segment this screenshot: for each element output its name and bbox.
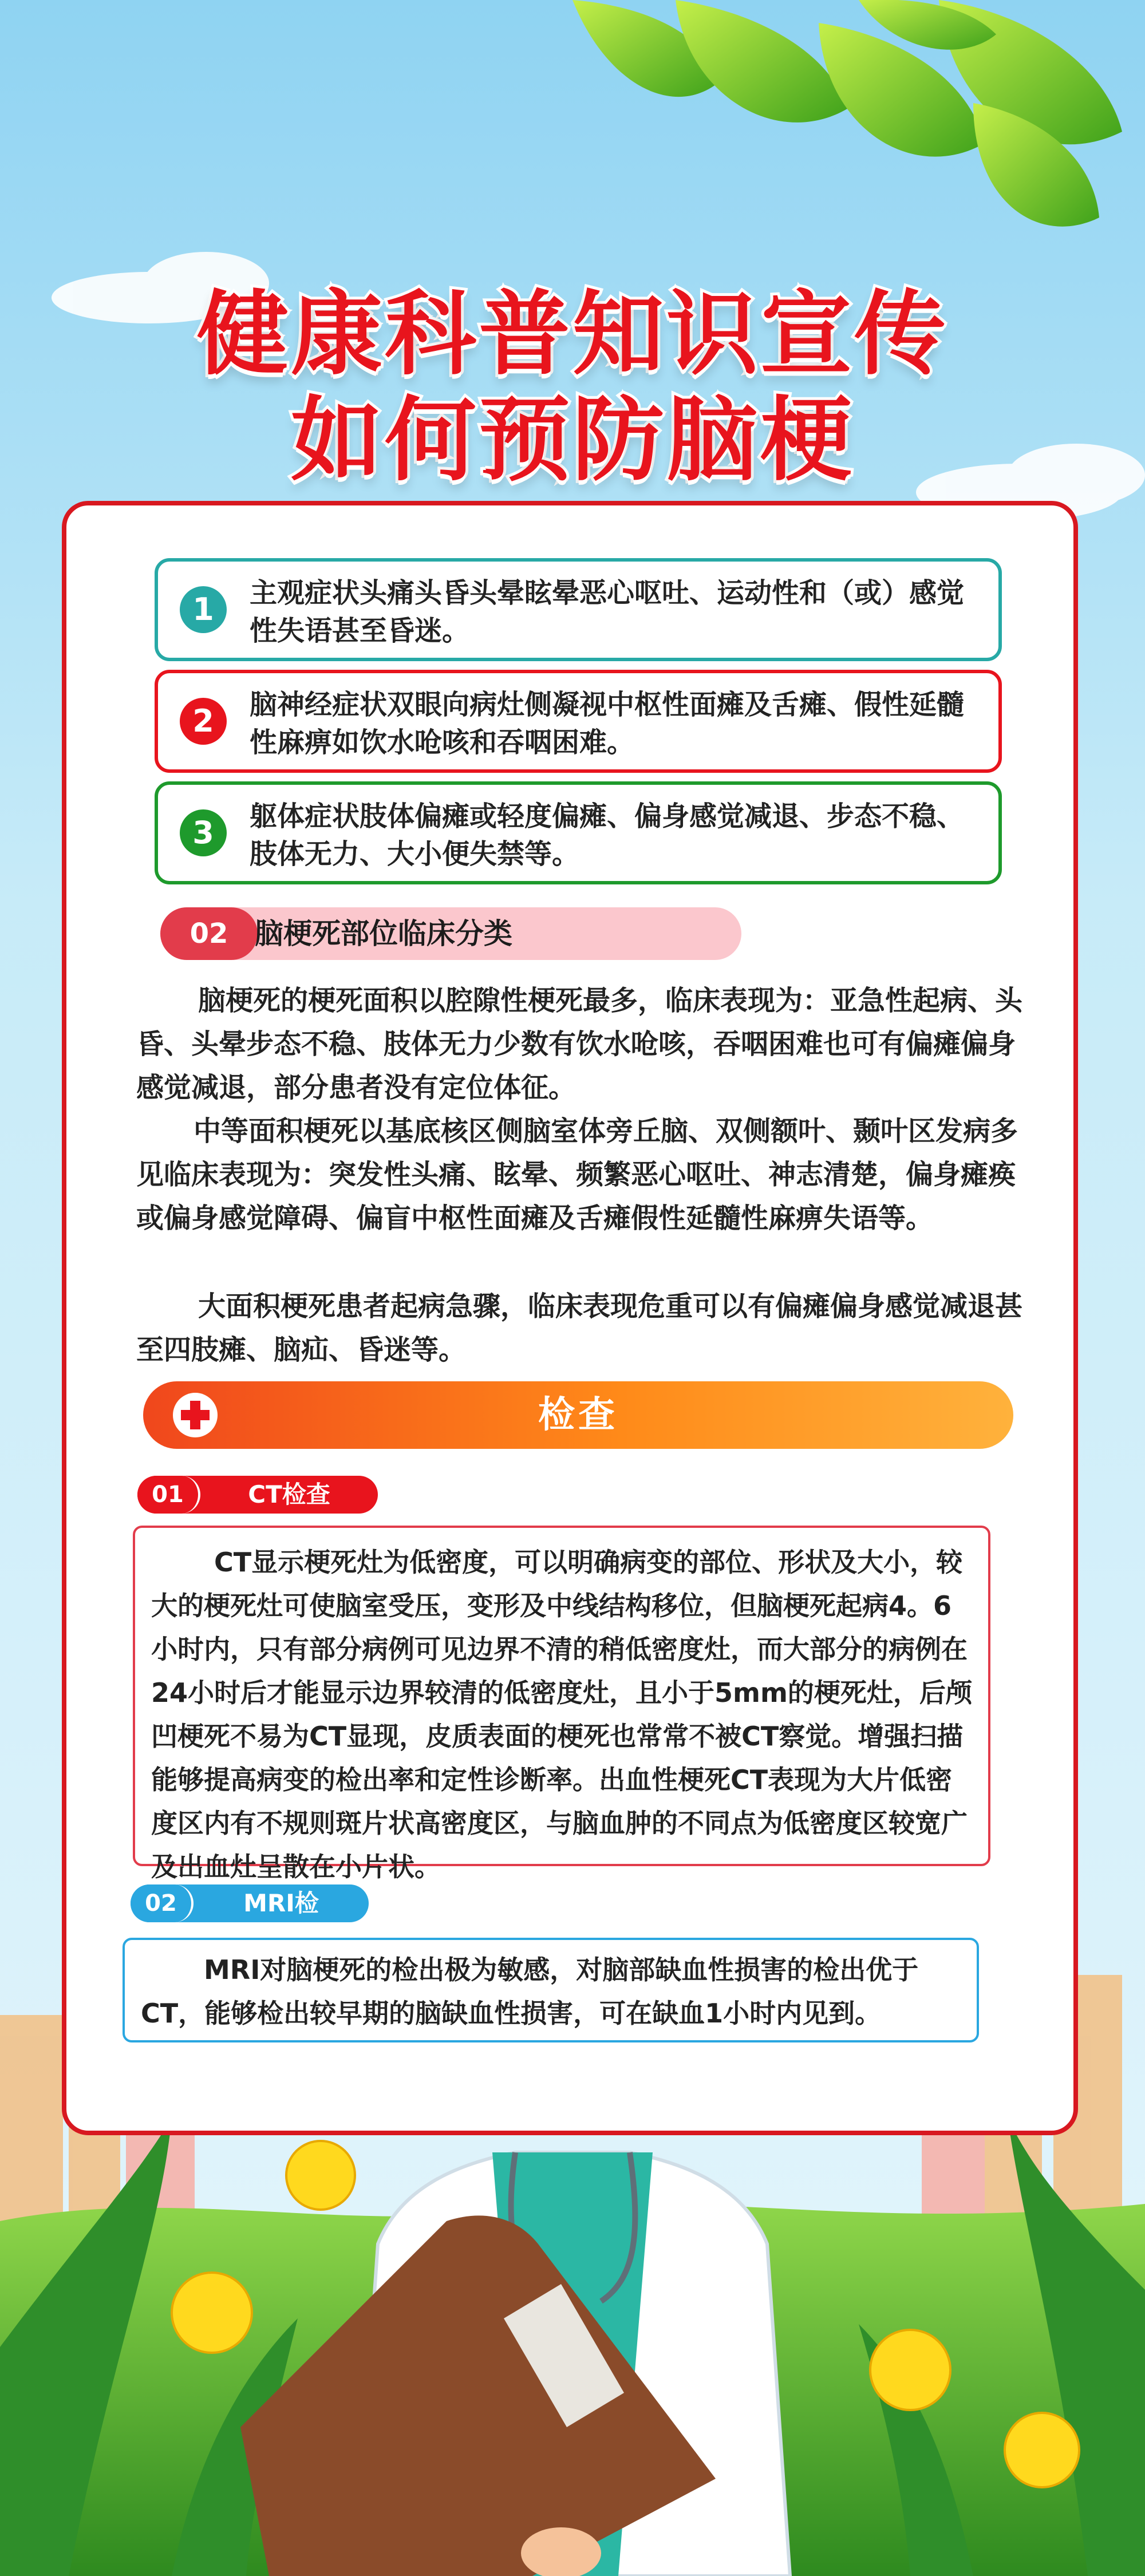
ct-text-box [133,1526,990,1882]
mri-description: MRI对脑梗死的检出极为敏感，对脑部缺血性损害的检出优于CT，能够检出较早期的脑缺血性损害，可在缺血1小时内见到。 [141,1954,919,2029]
section-number: 02 [160,907,258,960]
ct-tag-number: 01 [137,1476,200,1514]
symptom-number-3: 3 [180,809,227,856]
classification-paragraph-3: 大面积梗死患者起病急骤，临床表现危重可以有偏瘫偏身感觉减退甚至四肢瘫、脑疝、昏迷等。 [136,1290,1023,1366]
classification-paragraph-1: 脑梗死的梗死面积以腔隙性梗死最多，临床表现为：亚急性起病、头昏、头晕步态不稳、肢体无力少数有饮水呛咳，吞咽困难也可有偏瘫偏身感觉减退，部分患者没有定位体征。 [136,985,1023,1104]
ct-tag-label: CT检查 [248,1480,330,1508]
symptom-text-3: 躯体症状肢体偏瘫或轻度偏瘫、偏身感觉减退、步态不稳、肢体无力、大小便失禁等。 [250,800,965,870]
symptom-box-3 [155,781,1002,884]
ct-description: CT显示梗死灶为低密度，可以明确病变的部位、形状及大小，较大的梗死灶可使脑室受压，变形及中线结构移位，但脑梗死起病4。6小时内，只有部分病例可见边界不清的稍低密度灶，而大部分的病例在24小时后才能显示边界较清的低密度灶，且小于5mm的梗死灶，后颅凹梗死不易为CT显现，皮质表面的梗死也常常不被CT察觉。增强扫描能够提高病变的检出率和定性诊断率。出血性梗死CT表现为大片低密度区内有不规则斑片状高密度区，与脑血肿的不同点为低密度区较宽广及出血灶呈散在小片状。 [151,1547,972,1882]
symptom-number-2: 2 [180,698,227,745]
mri-tag-label: MRI检 [243,1889,319,1917]
section-heading-classification [160,907,741,960]
symptom-number-1: 1 [180,586,227,633]
mri-tag-number: 02 [131,1884,194,1922]
exam-section-bar [143,1381,1013,1449]
ct-tag [137,1476,378,1514]
page-title-line1: 健康科普知识宣传 [196,280,948,388]
mri-tag [131,1884,369,1922]
page-title-line2: 如何预防脑梗 [290,386,854,493]
symptom-text-1: 主观症状头痛头昏头晕眩晕恶心呕吐、运动性和（或）感觉性失语甚至昏迷。 [250,577,965,647]
symptom-text-2: 脑神经症状双眼向病灶侧凝视中枢性面瘫及舌瘫、假性延髓性麻痹如饮水呛咳和吞咽困难。 [250,689,965,758]
symptom-box-1 [155,558,1002,661]
section-title: 脑梗死部位临床分类 [255,917,512,950]
mri-text-box [123,1938,979,2042]
exam-section-title: 检查 [538,1394,618,1436]
classification-paragraph-2: 中等面积梗死以基底核区侧脑室体旁丘脑、双侧额叶、颞叶区发病多见临床表现为：突发性头痛、眩晕、频繁恶心呕吐、神志清楚，偏身瘫痪或偏身感觉障碍、偏盲中枢性面瘫及舌瘫假性延髓性麻痹失语等。 [136,1115,1018,1234]
symptom-box-2 [155,670,1002,773]
